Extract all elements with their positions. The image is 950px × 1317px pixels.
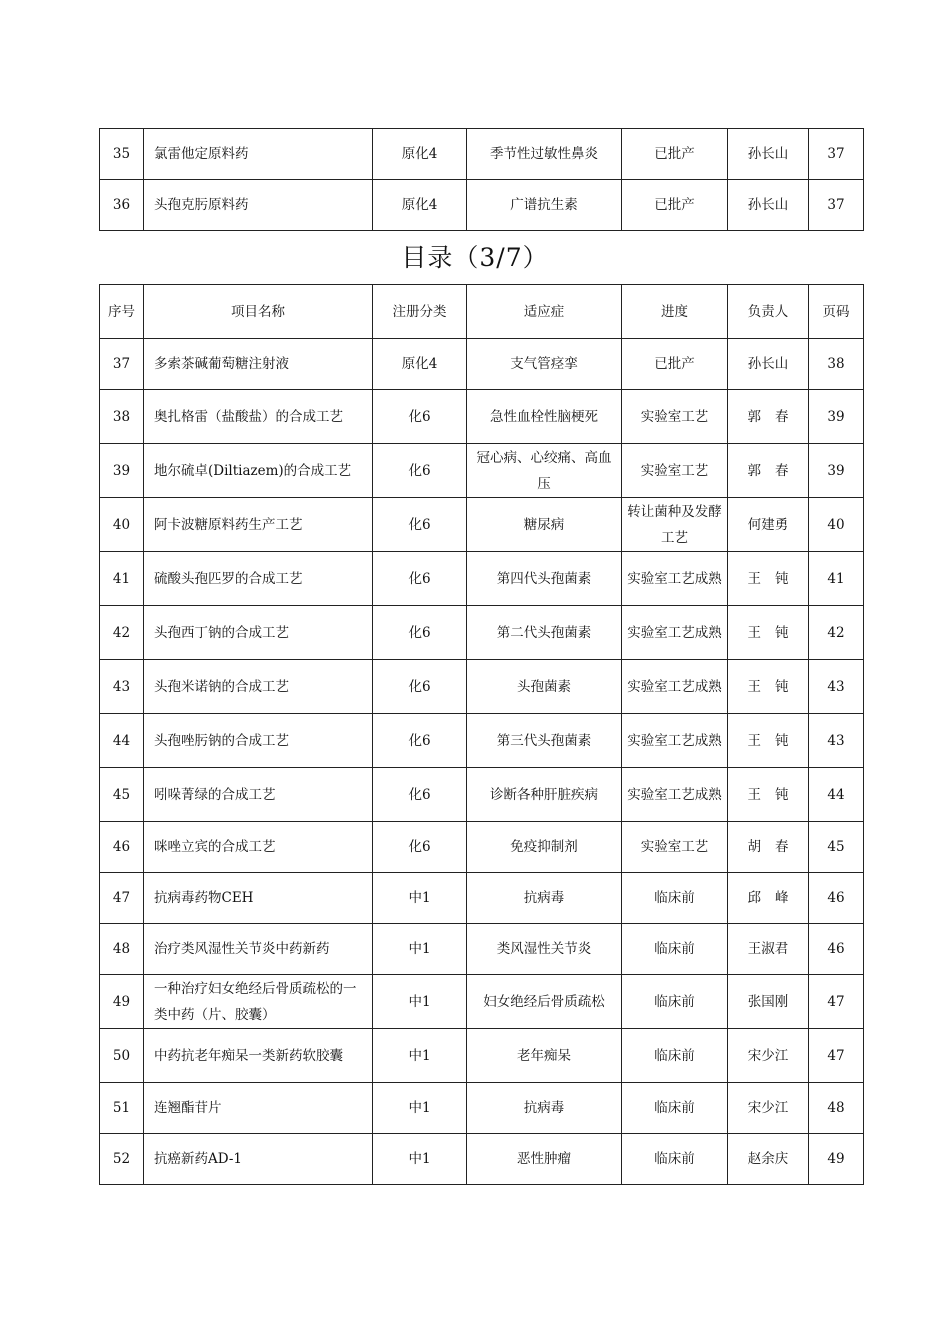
cell-owner: 宋少江 (728, 1029, 809, 1083)
cell-progress: 实验室工艺成熟 (622, 660, 728, 714)
cell-owner (728, 768, 809, 822)
header-no: 序号 (100, 285, 144, 339)
header-category: 注册分类 (373, 285, 467, 339)
owner-name: 郭春 (747, 462, 803, 479)
cell-page: 46 (809, 924, 864, 975)
cell-name: 地尔硫卓(Diltiazem)的合成工艺 (144, 444, 373, 498)
cell-indication: 第二代头孢菌素 (467, 606, 622, 660)
header-indication: 适应症 (467, 285, 622, 339)
cell-category: 化6 (373, 552, 467, 606)
cell-owner: 孙长山 (728, 180, 809, 231)
cell-progress: 临床前 (622, 1029, 728, 1083)
cell-name: 治疗类风湿性关节炎中药新药 (144, 924, 373, 975)
cell-owner: 赵余庆 (728, 1134, 809, 1185)
cell-no: 35 (100, 129, 144, 180)
cell-page: 46 (809, 873, 864, 924)
continued-table (99, 128, 864, 231)
cell-no: 38 (100, 390, 144, 444)
table-row (100, 660, 864, 714)
cell-category: 中1 (373, 873, 467, 924)
cell-progress: 临床前 (622, 1134, 728, 1185)
cell-progress: 实验室工艺 (622, 444, 728, 498)
cell-progress: 实验室工艺成熟 (622, 768, 728, 822)
cell-indication: 诊断各种肝脏疾病 (467, 768, 622, 822)
cell-indication: 季节性过敏性鼻炎 (467, 129, 622, 180)
cell-owner (728, 444, 809, 498)
cell-name: 硫酸头孢匹罗的合成工艺 (144, 552, 373, 606)
cell-category: 化6 (373, 768, 467, 822)
cell-page: 37 (809, 180, 864, 231)
header-name: 项目名称 (144, 285, 373, 339)
table-row (100, 180, 864, 231)
cell-owner (728, 822, 809, 873)
cell-owner: 孙长山 (728, 129, 809, 180)
cell-category: 中1 (373, 1134, 467, 1185)
cell-indication: 恶性肿瘤 (467, 1134, 622, 1185)
cell-no: 42 (100, 606, 144, 660)
cell-owner (728, 660, 809, 714)
cell-category: 原化4 (373, 339, 467, 390)
cell-progress: 已批产 (622, 339, 728, 390)
table-row (100, 129, 864, 180)
table-row (100, 498, 864, 552)
cell-name: 咪唑立宾的合成工艺 (144, 822, 373, 873)
page-title: 目录（3/7） (401, 243, 549, 272)
cell-page: 43 (809, 660, 864, 714)
cell-name: 多索茶碱葡萄糖注射液 (144, 339, 373, 390)
cell-no: 51 (100, 1083, 144, 1134)
cell-progress: 实验室工艺成熟 (622, 552, 728, 606)
table-row (100, 714, 864, 768)
continued-table-body (100, 129, 864, 231)
cell-owner: 张国刚 (728, 975, 809, 1029)
cell-page: 48 (809, 1083, 864, 1134)
cell-name: 头孢唑肟钠的合成工艺 (144, 714, 373, 768)
cell-page: 43 (809, 714, 864, 768)
cell-page: 39 (809, 390, 864, 444)
cell-indication: 免疫抑制剂 (467, 822, 622, 873)
cell-owner (728, 390, 809, 444)
cell-name: 中药抗老年痴呆一类新药软胶囊 (144, 1029, 373, 1083)
cell-owner (728, 606, 809, 660)
cell-no: 44 (100, 714, 144, 768)
cell-category: 化6 (373, 714, 467, 768)
table-row (100, 1083, 864, 1134)
cell-no: 49 (100, 975, 144, 1029)
cell-progress: 临床前 (622, 1083, 728, 1134)
owner-name: 王钝 (747, 624, 803, 641)
cell-indication: 糖尿病 (467, 498, 622, 552)
cell-progress: 转让菌种及发酵工艺 (622, 498, 728, 552)
cell-page: 44 (809, 768, 864, 822)
cell-name: 吲哚菁绿的合成工艺 (144, 768, 373, 822)
cell-page: 39 (809, 444, 864, 498)
cell-progress: 临床前 (622, 873, 728, 924)
cell-name: 头孢西丁钠的合成工艺 (144, 606, 373, 660)
table-row (100, 552, 864, 606)
cell-category: 中1 (373, 1029, 467, 1083)
cell-category: 化6 (373, 444, 467, 498)
cell-owner: 宋少江 (728, 1083, 809, 1134)
cell-name: 一种治疗妇女绝经后骨质疏松的一类中药（片、胶囊） (144, 975, 373, 1029)
owner-name: 郭春 (747, 408, 803, 425)
cell-owner (728, 873, 809, 924)
owner-name: 王钝 (747, 786, 803, 803)
cell-indication: 类风湿性关节炎 (467, 924, 622, 975)
cell-name: 抗病毒药物CEH (144, 873, 373, 924)
table-row (100, 444, 864, 498)
cell-page: 38 (809, 339, 864, 390)
owner-name: 王钝 (747, 732, 803, 749)
cell-indication: 头孢菌素 (467, 660, 622, 714)
cell-no: 37 (100, 339, 144, 390)
cell-no: 45 (100, 768, 144, 822)
cell-progress: 临床前 (622, 924, 728, 975)
cell-indication: 妇女绝经后骨质疏松 (467, 975, 622, 1029)
cell-indication: 抗病毒 (467, 1083, 622, 1134)
table-row (100, 822, 864, 873)
cell-page: 37 (809, 129, 864, 180)
table-row (100, 924, 864, 975)
cell-no: 47 (100, 873, 144, 924)
cell-page: 45 (809, 822, 864, 873)
cell-indication: 抗病毒 (467, 873, 622, 924)
cell-name: 连翘酯苷片 (144, 1083, 373, 1134)
cell-category: 化6 (373, 390, 467, 444)
owner-name: 王钝 (747, 678, 803, 695)
cell-indication: 第四代头孢菌素 (467, 552, 622, 606)
table-row (100, 390, 864, 444)
cell-progress: 实验室工艺成熟 (622, 606, 728, 660)
cell-page: 40 (809, 498, 864, 552)
cell-name: 阿卡波糖原料药生产工艺 (144, 498, 373, 552)
cell-no: 39 (100, 444, 144, 498)
cell-progress: 已批产 (622, 129, 728, 180)
cell-category: 原化4 (373, 180, 467, 231)
cell-indication: 冠心病、心绞痛、高血压 (467, 444, 622, 498)
table-row (100, 1029, 864, 1083)
cell-owner: 王淑君 (728, 924, 809, 975)
table-row (100, 768, 864, 822)
cell-indication: 老年痴呆 (467, 1029, 622, 1083)
cell-name: 头孢米诺钠的合成工艺 (144, 660, 373, 714)
cell-no: 41 (100, 552, 144, 606)
cell-category: 化6 (373, 660, 467, 714)
owner-name: 王钝 (747, 570, 803, 587)
cell-page: 41 (809, 552, 864, 606)
owner-name: 邱峰 (747, 890, 803, 906)
header-progress: 进度 (622, 285, 728, 339)
cell-owner (728, 714, 809, 768)
cell-progress: 实验室工艺 (622, 390, 728, 444)
cell-page: 47 (809, 1029, 864, 1083)
cell-page: 49 (809, 1134, 864, 1185)
cell-category: 原化4 (373, 129, 467, 180)
cell-indication: 急性血栓性脑梗死 (467, 390, 622, 444)
cell-name: 抗癌新药AD-1 (144, 1134, 373, 1185)
cell-category: 化6 (373, 606, 467, 660)
catalog-table-body (100, 339, 864, 1185)
cell-indication: 广谱抗生素 (467, 180, 622, 231)
owner-name: 胡春 (747, 839, 803, 855)
cell-category: 化6 (373, 498, 467, 552)
cell-progress: 实验室工艺 (622, 822, 728, 873)
cell-owner: 何建勇 (728, 498, 809, 552)
cell-no: 36 (100, 180, 144, 231)
cell-progress: 临床前 (622, 975, 728, 1029)
cell-name: 头孢克肟原料药 (144, 180, 373, 231)
header-owner: 负责人 (728, 285, 809, 339)
cell-progress: 已批产 (622, 180, 728, 231)
cell-category: 化6 (373, 822, 467, 873)
cell-name: 奥扎格雷（盐酸盐）的合成工艺 (144, 390, 373, 444)
cell-name: 氯雷他定原料药 (144, 129, 373, 180)
cell-category: 中1 (373, 1083, 467, 1134)
cell-page: 47 (809, 975, 864, 1029)
cell-progress: 实验室工艺成熟 (622, 714, 728, 768)
table-row (100, 1134, 864, 1185)
table-row (100, 339, 864, 390)
cell-no: 40 (100, 498, 144, 552)
cell-no: 48 (100, 924, 144, 975)
table-header-row (100, 285, 864, 339)
table-row (100, 975, 864, 1029)
cell-no: 43 (100, 660, 144, 714)
catalog-table (99, 284, 864, 1185)
cell-owner: 孙长山 (728, 339, 809, 390)
table-row (100, 606, 864, 660)
cell-owner (728, 552, 809, 606)
cell-category: 中1 (373, 975, 467, 1029)
cell-indication: 支气管痉挛 (467, 339, 622, 390)
cell-no: 52 (100, 1134, 144, 1185)
cell-no: 50 (100, 1029, 144, 1083)
cell-page: 42 (809, 606, 864, 660)
cell-indication: 第三代头孢菌素 (467, 714, 622, 768)
table-row (100, 873, 864, 924)
cell-category: 中1 (373, 924, 467, 975)
header-page: 页码 (809, 285, 864, 339)
cell-no: 46 (100, 822, 144, 873)
